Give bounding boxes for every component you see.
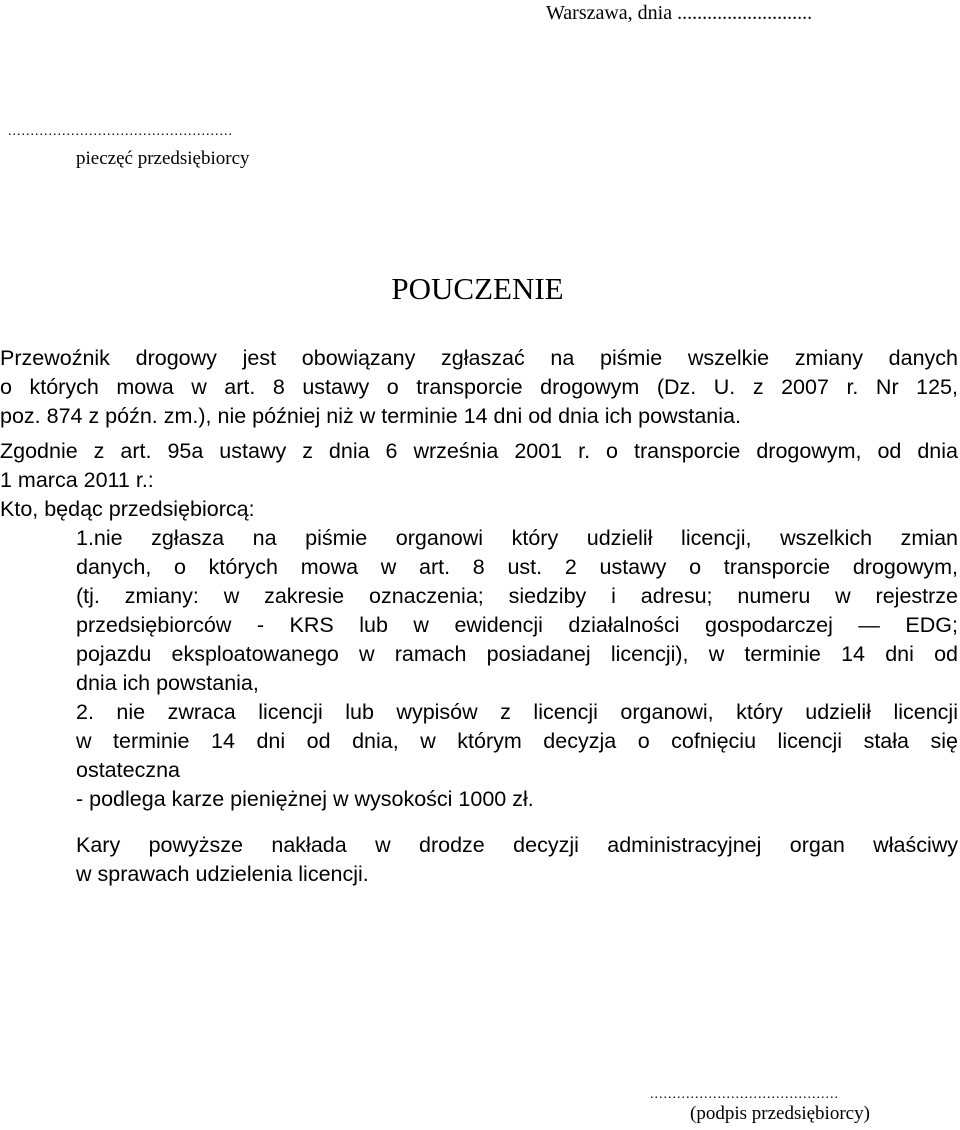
document-body [0, 344, 958, 889]
text-line: 1.nie zgłasza na piśmie organowi który udzielił licencji, wszelkich zmian [76, 526, 958, 550]
text-line: dnia ich powstania, [76, 671, 259, 695]
paragraph-legal-basis [0, 437, 958, 524]
text-line: (tj. zmiany: w zakresie oznaczenia; siedziby i adresu; numeru w rejestrze [76, 584, 958, 608]
signature-label: (podpis przedsiębiorcy) [690, 1103, 870, 1124]
text-line: o których mowa w art. 8 ustawy o transporcie drogowym (Dz. U. z 2007 r. Nr 125, [0, 375, 958, 399]
paragraph-closing [0, 831, 958, 889]
penalty-line [0, 785, 958, 814]
place-date-line: Warszawa, dnia ........................... [546, 2, 813, 24]
text-line: Przewoźnik drogowy jest obowiązany zgłaszać na piśmie wszelkie zmiany danych [0, 346, 958, 370]
text-line: poz. 874 z późn. zm.), nie później niż w terminie 14 dni od dnia ich powstania. [0, 404, 741, 428]
signature-dotted-line: .......................................... [650, 1087, 839, 1102]
text-line: pojazdu eksploatowanego w ramach posiadanej licencji), w terminie 14 dni od [76, 642, 958, 666]
document-title: POUCZENIE [391, 271, 564, 306]
stamp-label: pieczęć przedsiębiorcy [76, 148, 250, 169]
text-line: 1 marca 2011 r.: [0, 468, 154, 492]
paragraph-obligation [0, 344, 958, 431]
text-line: w sprawach udzielenia licencji. [76, 862, 369, 886]
text-line: Kary powyższe nakłada w drodze decyzji administracyjnej organ właściwy [76, 833, 958, 857]
stamp-dotted-line: .................................................. [8, 124, 233, 139]
text-line: 2. nie zwraca licencji lub wypisów z licencji organowi, który udzielił licencji [76, 700, 958, 724]
text-line: przedsiębiorców - KRS lub w ewidencji działalności gospodarczej ― EDG; [76, 613, 958, 637]
text-line: ostateczna [76, 758, 180, 782]
text-line: w terminie 14 dni od dnia, w którym decyzja o cofnięciu licencji stała się [76, 729, 958, 753]
text-line: danych, o których mowa w art. 8 ust. 2 ustawy o transporcie drogowym, [76, 555, 958, 579]
list-item-1 [0, 524, 958, 698]
text-line: Kto, będąc przedsiębiorcą: [0, 497, 255, 521]
list-item-2 [0, 698, 958, 785]
text-line: Zgodnie z art. 95a ustawy z dnia 6 września 2001 r. o transporcie drogowym, od dnia [0, 439, 958, 463]
text-line: - podlega karze pieniężnej w wysokości 1000 zł. [76, 787, 534, 811]
